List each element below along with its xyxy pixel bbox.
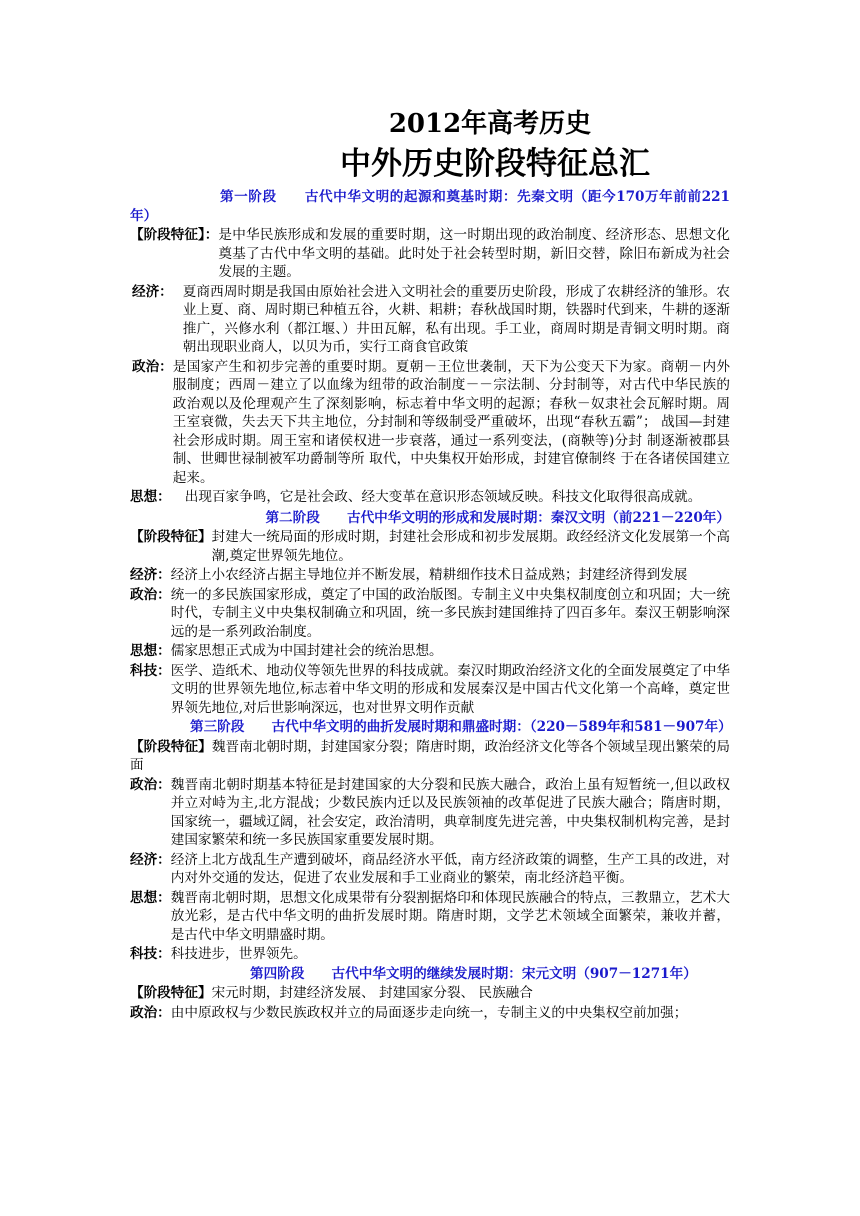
economy-text: 经济上北方战乱生产遭到破坏，商品经济水平低，南方经济政策的调整，生产工具的改进，对内对外交通的发达，促进了农业发展和手工业商业的繁荣，南北经济趋平衡。: [170, 851, 730, 886]
stage-2-feature: [130, 528, 730, 565]
document-subtitle: 中外历史阶段特征总汇: [340, 146, 650, 182]
stage-1-heading: 第一阶段 古代中华文明的起源和奠基时期：先秦文明（距今170万年前前221年）: [130, 189, 730, 224]
feature-text: 封建大一统局面的形成时期，封建社会形成和初步发展期。政经经济文化发展第一个高潮,奠定世界领先地位。: [211, 529, 730, 564]
politics-text: 由中原政权与少数民族政权并立的局面逐步走向统一，专制主义的中央集权空前加强；: [170, 1004, 688, 1021]
technology-text: 医学、造纸术、地动仪等领先世界的科技成就。秦汉时期政治经济文化的全面发展奠定了中华文明的世界领先地位,标志着中华文明的形成和发展秦汉是中国古代文化第一个高峰，奠定世界领先地位,对后世影响深远，也对世界文明作贡献: [170, 662, 730, 716]
stage-1-politics: [130, 358, 730, 488]
technology-label: 科技：: [130, 662, 171, 679]
economy-text: 夏商西周时期是我国由原始社会进入文明社会的重要历史阶段，形成了农耕经济的雏形。农业上夏、商、周时期已种植五谷，火耕、耜耕；春秋战国时期，铁器时代到来，牛耕的逐渐推广，兴修水利（都江堰、）井田瓦解，私有出现。手工业，商周时期是青铜文明时期。商朝出现职业商人，以贝为币，实行工商食官政策: [182, 283, 730, 355]
stage-2-technology: [130, 662, 730, 718]
stage-4-politics: [130, 1004, 730, 1023]
thought-label: 思想：: [130, 889, 171, 906]
stage-3-heading: 第三阶段 古代中华文明的曲折发展时期和鼎盛时期：（220－589年和581－907年）: [190, 719, 732, 735]
politics-text: 统一的多民族国家形成，奠定了中国的政治版图。专制主义中央集权制度创立和巩固；大一统时代，专制主义中央集权制确立和巩固，统一多民族封建国维持了四百多年。秦汉王朝影响深远的是一系列政治制度。: [170, 586, 730, 640]
feature-text: 宋元时期，封建经济发展、 封建国家分裂、 民族融合: [211, 985, 533, 1001]
economy-label: 经济：: [130, 567, 171, 583]
stage-3-politics: [130, 776, 730, 850]
stage-1-economy: [130, 283, 730, 357]
technology-text: 科技进步，世界领先。: [170, 946, 307, 962]
thought-label: 思想：: [130, 489, 171, 505]
feature-text: 魏晋南北朝时期，封建国家分裂；隋唐时期，政治经济文化等各个领域呈现出繁荣的局面: [130, 738, 731, 773]
stage-3-thought: [130, 889, 730, 945]
politics-label: 政治：: [132, 358, 173, 375]
politics-label: 政治：: [130, 776, 171, 793]
technology-label: 科技：: [130, 946, 171, 962]
stage-2-heading: 第二阶段 古代中华文明的形成和发展时期：秦汉文明（前221－220年）: [265, 509, 730, 526]
feature-text: 是中华民族形成和发展的重要时期，这一时期出现的政治制度、经济形态、思想文化奠基了古代中华文明的基础。此时处于社会转型时期，新旧交替，除旧布新成为社会发展的主题。: [218, 227, 730, 280]
politics-text: 是国家产生和初步完善的重要时期。夏朝－王位世袭制，天下为公变天下为家。商朝－内外服制度；西周－建立了以血缘为纽带的政治制度－－宗法制、分封制等，对古代中华民族的政治观以及伦理观产生了深刻影响，标志着中华文明的起源；春秋－奴隶社会瓦解时期。周王室衰微，失去天下共主地位，分封制和等级制受严重破坏，出现“春秋五霸”； 战国—封建社会形成时期。周王室和诸侯权进一步衰落，通过一系列变法，(商鞅等)分封 制逐渐被郡县制、世卿世禄制被军功爵制等所 取代，中央集权开始形成，封建官僚制终 于在各诸侯国建立起来。: [172, 358, 730, 486]
feature-label: 【阶段特征】: [130, 985, 212, 1001]
feature-label: 【阶段特征】：: [130, 227, 219, 243]
stage-2-thought: [130, 642, 730, 661]
stage-3-economy: [130, 851, 730, 888]
stage-3-technology: [130, 945, 730, 964]
stage-1-thought: [130, 488, 730, 507]
stage-3-feature: [130, 738, 730, 775]
stage-2-economy: [130, 566, 730, 585]
document-title: 2012年高考历史: [388, 109, 592, 139]
feature-label: 【阶段特征】: [130, 738, 212, 755]
stage-4-heading: 第四阶段 古代中华文明的继续发展时期：宋元文明（907－1271年）: [250, 965, 697, 982]
document-body: [130, 188, 730, 1022]
stage-2-politics: [130, 586, 730, 642]
feature-label: 【阶段特征】: [130, 529, 212, 545]
politics-label: 政治：: [130, 586, 171, 603]
economy-label: 经济：: [130, 851, 171, 868]
stage-1-feature: [130, 226, 730, 282]
politics-text: 魏晋南北朝时期基本特征是封建国家的大分裂和民族大融合，政治上虽有短暂统一,但以政权并立对峙为主,北方混战；少数民族内迁以及民族领袖的改革促进了民族大融合；隋唐时期，国家统一，疆域辽阔，社会安定，政治清明，典章制度先进完善，中央集权制机构完善，是封建国家繁荣和统一多民族国家重要发展时期。: [170, 776, 730, 848]
thought-text: 儒家思想正式成为中国封建社会的统治思想。: [170, 643, 443, 659]
politics-label: 政治：: [130, 1004, 171, 1021]
stage-4-feature: [130, 984, 730, 1003]
thought-text: 出现百家争鸣，它是社会政、经大变革在意识形态领域反映。科技文化取得很高成就。: [184, 489, 702, 505]
economy-label: 经济：: [132, 283, 173, 300]
thought-label: 思想：: [130, 643, 171, 659]
economy-text: 经济上小农经济占据主导地位并不断发展，精耕细作技术日益成熟；封建经济得到发展: [170, 567, 688, 583]
thought-text: 魏晋南北朝时期，思想文化成果带有分裂割据烙印和体现民族融合的特点，三教鼎立，艺术大放光彩，是古代中华文明的曲折发展时期。隋唐时期，文学艺术领域全面繁荣，兼收并蓄， 是古代中华文明鼎盛时期。: [170, 889, 730, 943]
